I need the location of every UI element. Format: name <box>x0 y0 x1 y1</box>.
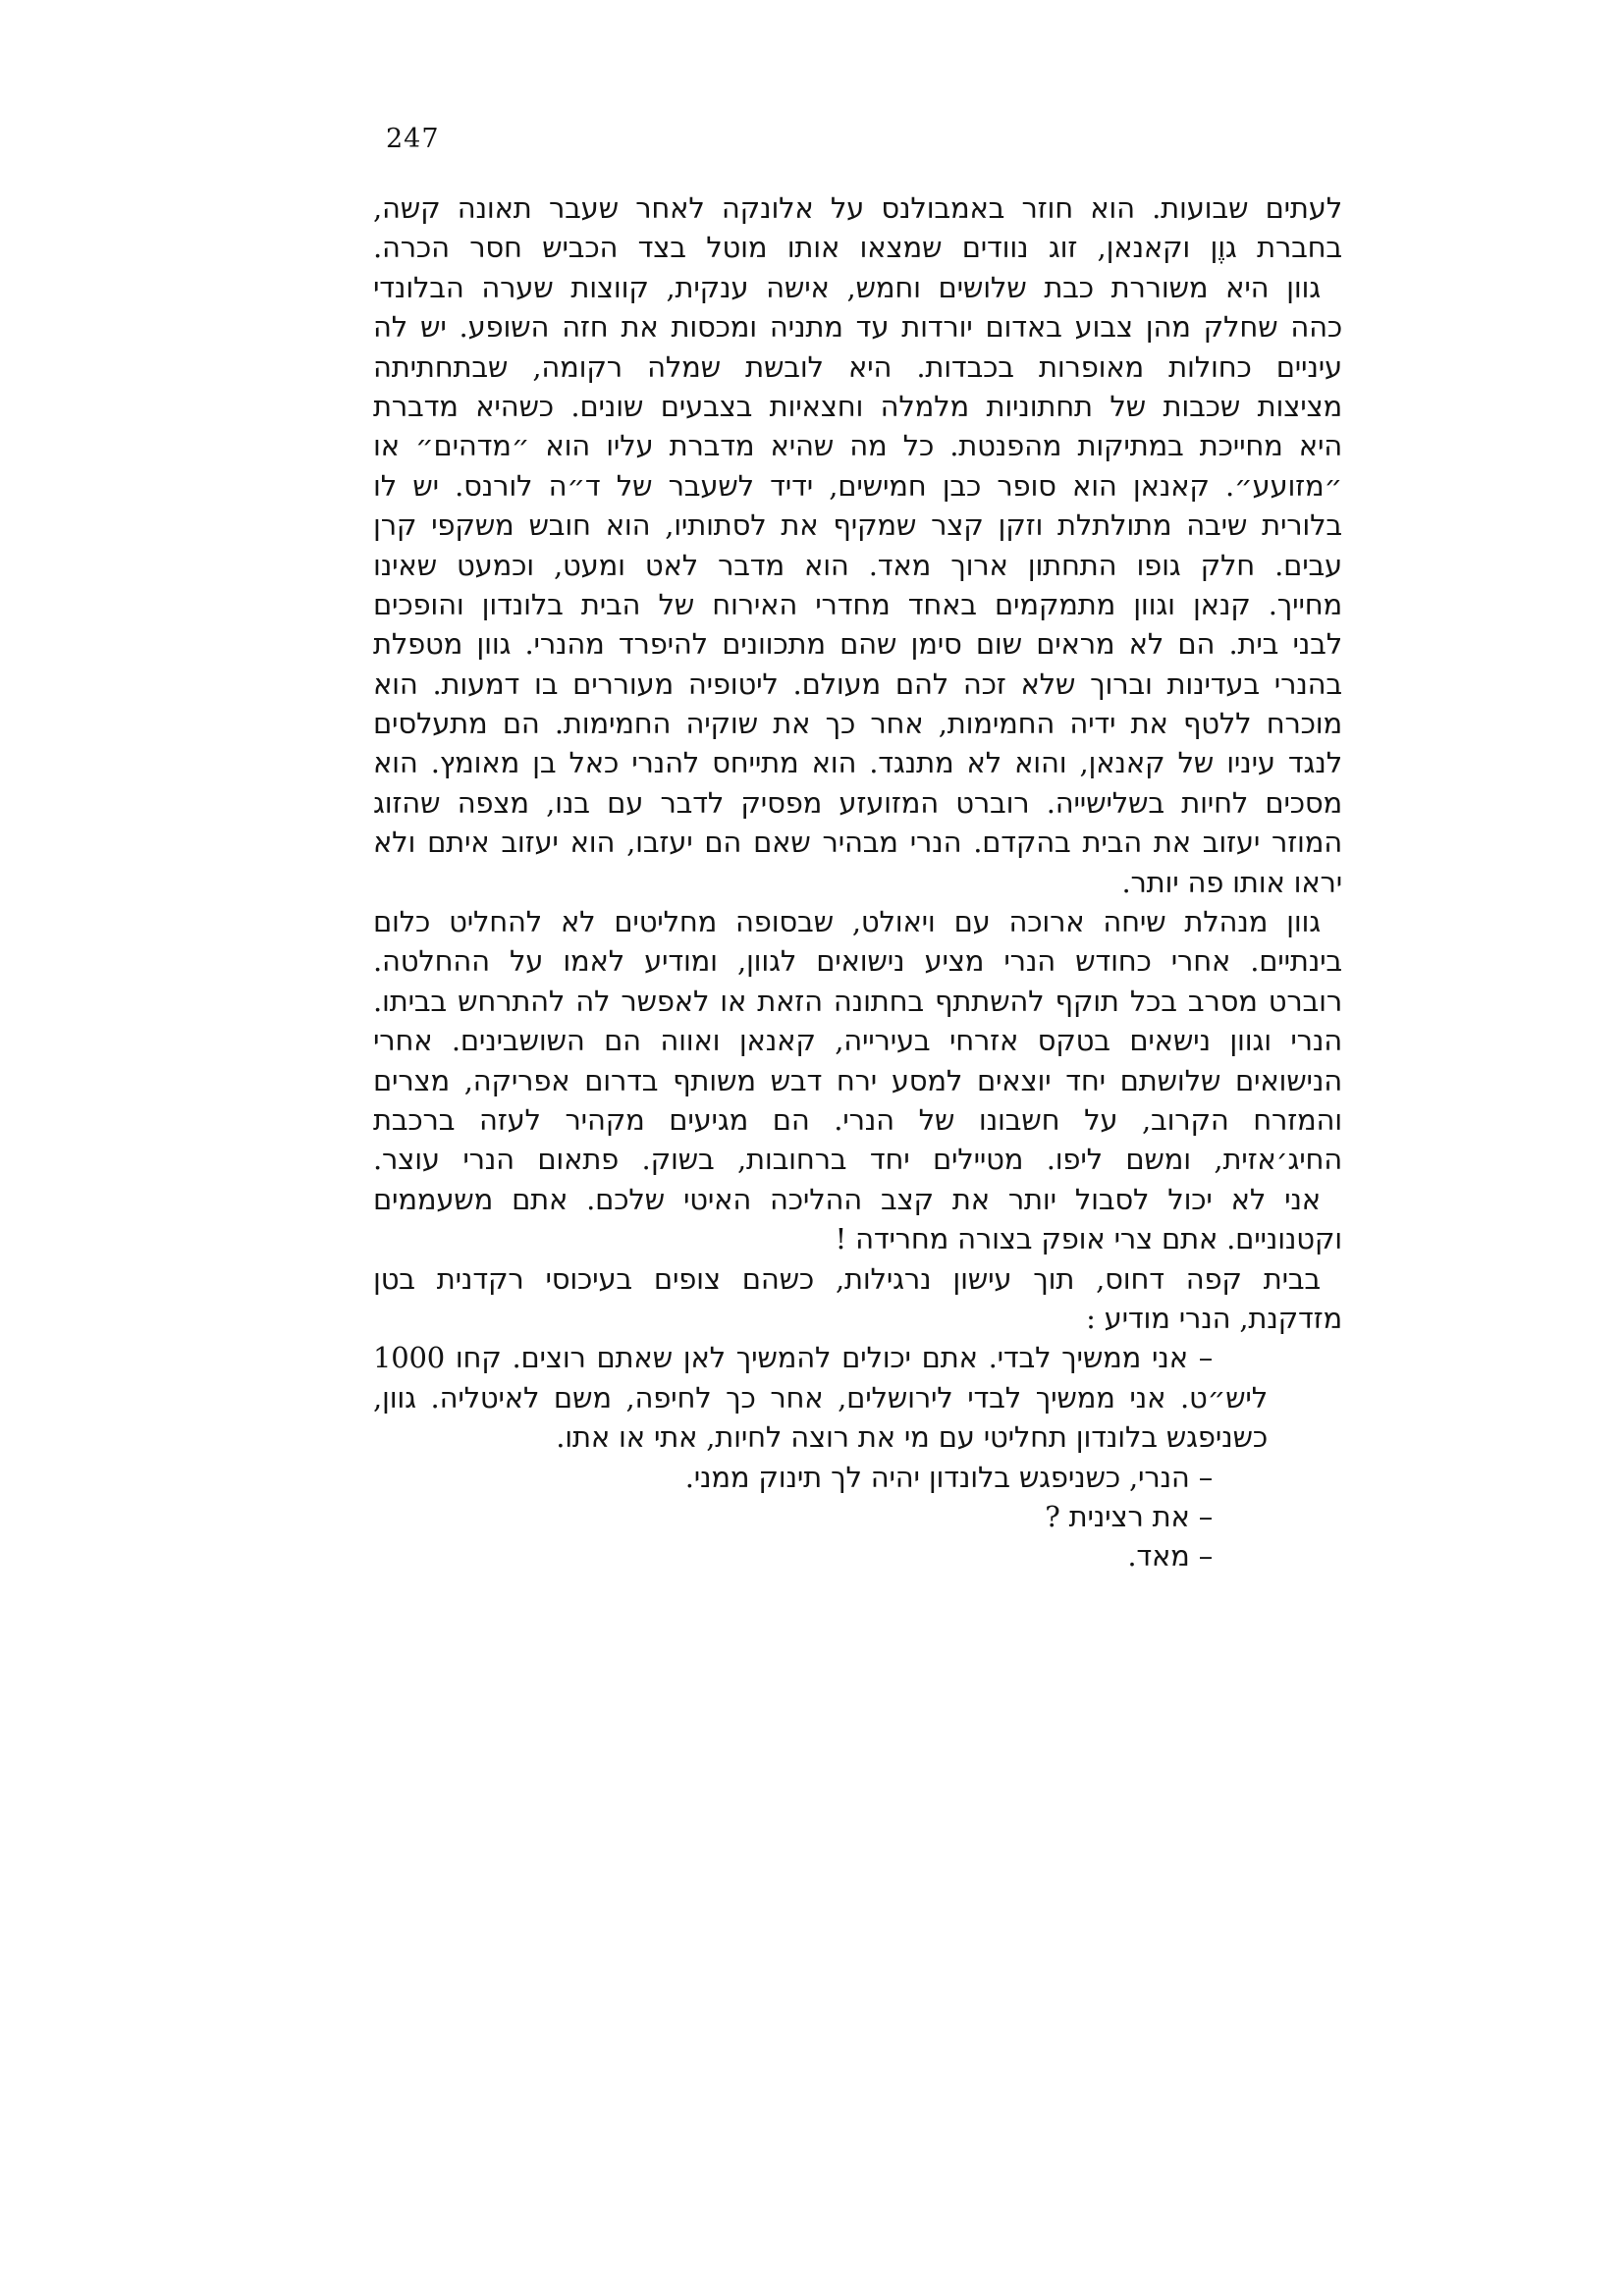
text-line: מוכרח ללטף את ידיה החמימות, אחר כך את שוקיה החמימות. הם מתעלסים <box>373 707 1342 741</box>
text-line: – הנרי, כשניפגש בלונדון יהיה לך תינוק ממני. <box>684 1460 1213 1494</box>
text-line: בינתיים. אחרי כחודש הנרי מציע נישואים לגוון, ומודיע לאמו על ההחלטה. <box>373 944 1342 979</box>
text-line: עבים. חלק גופו התחתון ארוך מאד. הוא מדבר לאט ומעט, וכמעט שאינו <box>373 548 1342 582</box>
text-line: כהה שחלק מהן צבוע באדום יורדות עד מתניה ומכסות את חזה השופע. יש לה <box>373 310 1342 345</box>
text-line: והמזרח הקרוב, על חשבונו של הנרי. הם מגיעים מקהיר לעזה ברכבת <box>373 1102 1342 1137</box>
text-line: – אני ממשיך לבדי. אתם יכולים להמשיך לאן שאתם רוצים. קחו 1000 <box>373 1341 1213 1375</box>
text-line: בהנרי בעדינות וברוך שלא זכה להם מעולם. ליטופיה מעוררים בו דמעות. הוא <box>373 667 1342 701</box>
text-line: החיג׳אזית, ומשם ליפו. מטיילים יחד ברחובות, בשוק. פתאום הנרי עוצר. <box>373 1143 1342 1177</box>
text-line: לבני בית. הם לא מראים שום סימן שהם מתכוונים להיפרד מהנרי. גוון מטפלת <box>373 627 1342 662</box>
text-line: ליש״ט. אני ממשיך לבדי לירושלים, אחר כך לחיפה, משם לאיטליה. גוון, <box>373 1380 1268 1415</box>
text-line: גוון מנהלת שיחה ארוכה עם ויאולט, שבסופה מחליטים לא להחליט כלום <box>373 905 1321 939</box>
text-line: כשניפגש בלונדון תחליטי עם מי את רוצה לחיות, אתי או אתו. <box>556 1420 1268 1455</box>
text-line: עיניים כחולות מאופרות בכבדות. היא לובשת שמלה רקומה, שבתחתיתה <box>373 349 1342 384</box>
text-line: בבית קפה דחוס, תוך עישון נרגילות, כשהם צופים בעיכוסי רקדנית בטן <box>373 1261 1321 1296</box>
text-line: הנישואים שלושתם יחד יוצאים למסע ירח דבש משותף בדרום אפריקה, מצרים <box>373 1063 1342 1097</box>
text-line: לנגד עיניו של קאנאן, והוא לא מתנגד. הוא מתייחס להנרי כאל בן מאומץ. הוא <box>373 746 1342 780</box>
text-line: מציצות שכבות של תחתוניות מלמלה וחצאיות בצבעים שונים. כשהיא מדברת <box>373 389 1342 423</box>
text-line: – את רצינית ? <box>1045 1499 1213 1533</box>
text-line: בלורית שיבה מתולתלת וזקן קצר שמקיף את לסתותיו, הוא חובש משקפי קרן <box>373 508 1342 543</box>
page-number: 247 <box>386 124 440 154</box>
text-line: גוון היא משוררת כבת שלושים וחמש, אישה ענקית, קווצות שערה הבלונדי <box>373 270 1321 304</box>
text-line: וקטנוניים. אתם צרי אופק בצורה מחרידה ! <box>835 1222 1342 1256</box>
text-block <box>373 188 1342 1576</box>
text-line: – מאד. <box>1127 1539 1213 1574</box>
text-line: ״מזועע״. קאנאן הוא סופר כבן חמישים, ידיד לשעבר של ד״ה לורנס. יש לו <box>373 468 1342 503</box>
text-line: מחייך. קנאן וגוון מתמקמים באחד מחדרי האירוח של הבית בלונדון והופכים <box>373 587 1342 621</box>
text-line: בחברת גוֶן וקאנאן, זוג נוודים שמצאו אותו מוטל בצד הכביש חסר הכרה. <box>373 231 1342 265</box>
text-line: הנרי וגוון נישאים בטקס אזרחי בעירייה, קאנאן ואווה הם השושבינים. אחרי <box>373 1024 1342 1058</box>
text-line: מזדקנת, הנרי מודיע : <box>1086 1301 1342 1335</box>
text-line: יראו אותו פה יותר. <box>1121 865 1342 899</box>
text-line: היא מחייכת במתיקות מהפנטת. כל מה שהיא מדברת עליו הוא ״מדהים״ או <box>373 429 1342 463</box>
text-line: אני לא יכול לסבול יותר את קצב ההליכה האיטי שלכם. אתם משעממים <box>373 1182 1321 1216</box>
text-line: מסכים לחיות בשלישייה. רוברט המזועזע מפסיק לדבר עם בנו, מצפה שהזוג <box>373 785 1342 820</box>
text-line: רוברט מסרב בכל תוקף להשתתף בחתונה הזאת או לאפשר לה להתרחש בביתו. <box>373 984 1342 1018</box>
text-line: לעתים שבועות. הוא חוזר באמבולנס על אלונקה לאחר שעבר תאונה קשה, <box>373 191 1342 225</box>
text-line: המוזר יעזוב את הבית בהקדם. הנרי מבהיר שאם הם יעזבו, הוא יעזוב איתם ולא <box>373 826 1342 860</box>
